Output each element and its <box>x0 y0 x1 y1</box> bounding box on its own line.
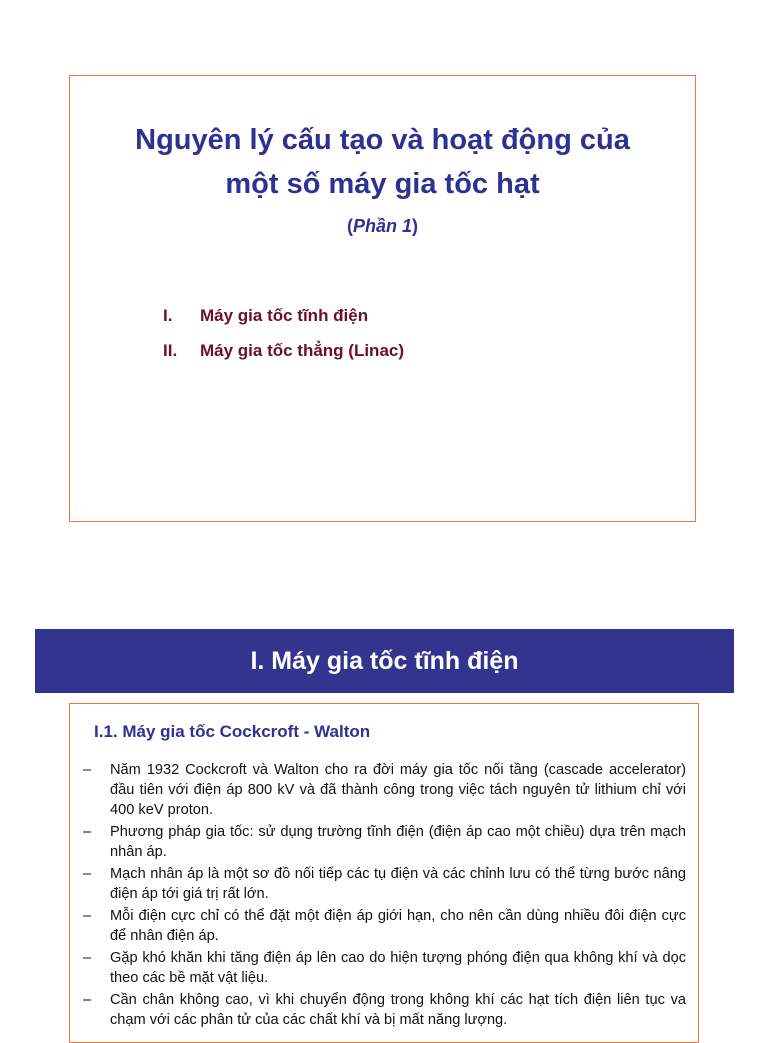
bullet-dash: – <box>83 824 92 840</box>
toc-item-label: Máy gia tốc thẳng (Linac) <box>200 341 405 360</box>
bullet-text: Cần chân không cao, vì khi chuyển động trong không khí các hạt tích điện liên tục va chạm với các phân tử của các chất khí và bị mất năng lượng. <box>110 992 686 1028</box>
section-banner <box>35 629 734 693</box>
bullet-dash: – <box>83 950 92 966</box>
bullet-dash: – <box>83 866 92 882</box>
subtitle-open-paren: ( <box>346 216 353 236</box>
content-slide <box>69 703 699 1043</box>
bullet-list <box>83 760 686 1032</box>
bullet-text: Mạch nhân áp là một sơ đồ nối tiếp các tụ điện và các chỉnh lưu có thể từng bước nâng điện áp tới giá trị rất lớn. <box>110 866 686 902</box>
slide-subtitle <box>70 216 695 237</box>
toc-item-number: II. <box>163 341 178 360</box>
list-item <box>83 822 686 862</box>
bullet-text: Mỗi điện cực chỉ có thể đặt một điện áp giới hạn, cho nên cần dùng nhiều đôi điện cực để nhân điện áp. <box>110 908 686 944</box>
toc-item-label: Máy gia tốc tĩnh điện <box>200 306 369 325</box>
slide-title <box>70 118 695 206</box>
subtitle-close-paren: ) <box>412 216 419 236</box>
bullet-text: Gặp khó khăn khi tăng điện áp lên cao do hiện tượng phóng điện qua không khí và dọc theo các bề mặt vật liệu. <box>110 950 686 986</box>
slide-title-line2: một số máy gia tốc hạt <box>225 168 540 200</box>
list-item <box>83 906 686 946</box>
bullet-dash: – <box>83 992 92 1008</box>
table-of-contents <box>163 306 404 376</box>
list-item <box>83 948 686 988</box>
list-item <box>83 990 686 1030</box>
bullet-dash: – <box>83 908 92 924</box>
slide-title-line1: Nguyên lý cấu tạo và hoạt động của <box>135 124 630 156</box>
toc-item <box>163 341 404 376</box>
list-item <box>83 760 686 820</box>
list-item <box>83 864 686 904</box>
section-banner-title: I. Máy gia tốc tĩnh điện <box>250 646 519 675</box>
subsection-title: I.1. Máy gia tốc Cockcroft - Walton <box>94 722 371 741</box>
bullet-text: Năm 1932 Cockcroft và Walton cho ra đời máy gia tốc nối tầng (cascade accelerator) đầu tiên với điện áp 800 kV và đã thành công trong việc tách nguyên tử lithium chỉ với 400 keV proton. <box>110 762 686 818</box>
subtitle-part: Phần 1 <box>352 216 413 236</box>
bullet-dash: – <box>83 762 92 778</box>
toc-item <box>163 306 404 341</box>
title-slide <box>69 75 696 522</box>
toc-item-number: I. <box>163 306 173 325</box>
bullet-text: Phương pháp gia tốc: sử dụng trường tĩnh điện (điện áp cao một chiều) dựa trên mạch nhân áp. <box>110 824 686 860</box>
